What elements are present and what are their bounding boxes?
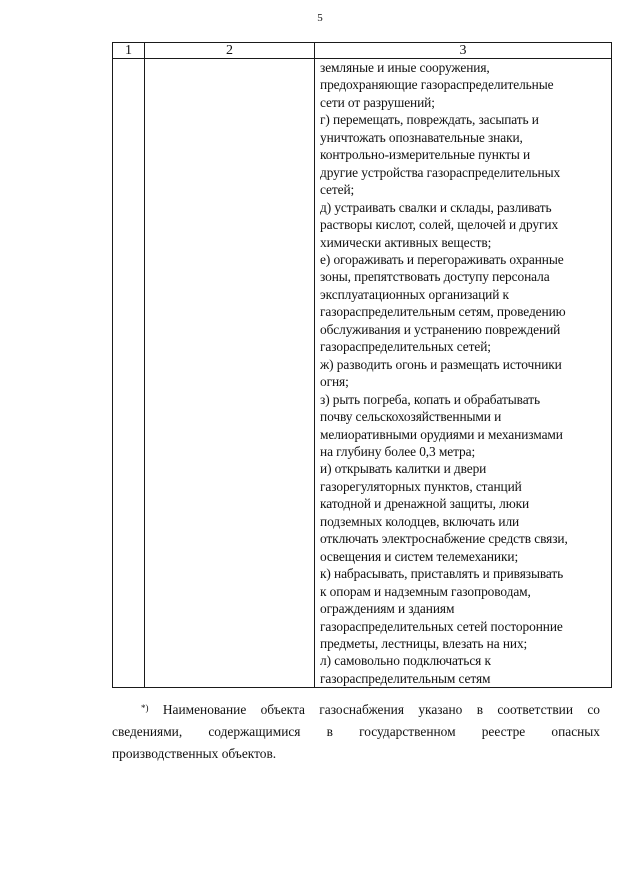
text-line: предохраняющие газораспределительные bbox=[320, 77, 554, 93]
footnote-line: производственных объектов. bbox=[112, 746, 277, 761]
footnote-line bbox=[112, 699, 600, 721]
text-line: з) рыть погреба, копать и обрабатывать bbox=[320, 391, 540, 407]
text-line: огня; bbox=[320, 374, 349, 390]
text-line: к) набрасывать, приставлять и привязывать bbox=[320, 566, 564, 582]
text-line: подземных колодцев, включать или bbox=[320, 513, 520, 529]
column-header-2: 2 bbox=[145, 43, 315, 59]
prohibitions-text bbox=[320, 59, 609, 687]
footnote bbox=[112, 699, 600, 765]
column-header-1: 1 bbox=[113, 43, 145, 59]
text-line: газораспределительным сетям, проведению bbox=[320, 304, 566, 320]
text-line: ограждениям и зданиям bbox=[320, 601, 455, 617]
text-line: к опорам и надземным газопроводам, bbox=[320, 583, 531, 599]
text-line: эксплуатационных организаций к bbox=[320, 286, 509, 302]
text-line: другие устройства газораспределительных bbox=[320, 164, 561, 180]
text-line: е) огораживать и перегораживать охранные bbox=[320, 251, 564, 267]
text-line: зоны, препятствовать доступу персонала bbox=[320, 269, 550, 285]
text-line: растворы кислот, солей, щелочей и других bbox=[320, 217, 559, 233]
table-header-row bbox=[113, 43, 612, 59]
text-line: сетей; bbox=[320, 182, 355, 198]
text-line: отключать электроснабжение средств связи, bbox=[320, 531, 568, 547]
text-line: мелиоративными орудиями и механизмами bbox=[320, 426, 563, 442]
text-line: химически активных веществ; bbox=[320, 234, 492, 250]
text-line: контрольно-измерительные пункты и bbox=[320, 147, 531, 163]
text-line: газораспределительных сетей посторонние bbox=[320, 618, 563, 634]
text-line: газорегуляторных пунктов, станций bbox=[320, 478, 522, 494]
table-cell-col2 bbox=[145, 59, 315, 688]
table-row bbox=[113, 59, 612, 688]
footnote-marker: *) bbox=[141, 703, 149, 713]
text-line: земляные и иные сооружения, bbox=[320, 60, 490, 75]
text-line: почву сельскохозяйственными и bbox=[320, 409, 502, 425]
text-line: обслуживания и устранению повреждений bbox=[320, 321, 561, 337]
document-table bbox=[112, 42, 612, 688]
text-line: предметы, лестницы, влезать на них; bbox=[320, 635, 528, 651]
text-line: г) перемещать, повреждать, засыпать и bbox=[320, 112, 539, 128]
page-number: 5 bbox=[317, 12, 323, 24]
text-line: д) устраивать свалки и склады, разливать bbox=[320, 199, 552, 215]
text-line: освещения и систем телемеханики; bbox=[320, 548, 519, 564]
text-line: л) самовольно подключаться к bbox=[320, 653, 491, 669]
text-line: на глубину более 0,3 метра; bbox=[320, 443, 476, 459]
text-line: и) открывать калитки и двери bbox=[320, 461, 487, 477]
column-header-3: 3 bbox=[315, 43, 612, 59]
table-cell-col1 bbox=[113, 59, 145, 688]
text-line: сети от разрушений; bbox=[320, 94, 435, 110]
text-line: уничтожать опознавательные знаки, bbox=[320, 129, 523, 145]
footnote-line-text: Наименование объекта газоснабжения указано в соответствии со bbox=[162, 702, 600, 717]
text-line: газораспределительным сетям bbox=[320, 670, 491, 686]
footnote-line: сведениями, содержащимися в государственном реестре опасных bbox=[112, 724, 600, 739]
table-cell-col3 bbox=[315, 59, 612, 688]
text-line: газораспределительных сетей; bbox=[320, 339, 491, 355]
text-line: катодной и дренажной защиты, люки bbox=[320, 496, 530, 512]
text-line: ж) разводить огонь и размещать источники bbox=[320, 356, 562, 372]
